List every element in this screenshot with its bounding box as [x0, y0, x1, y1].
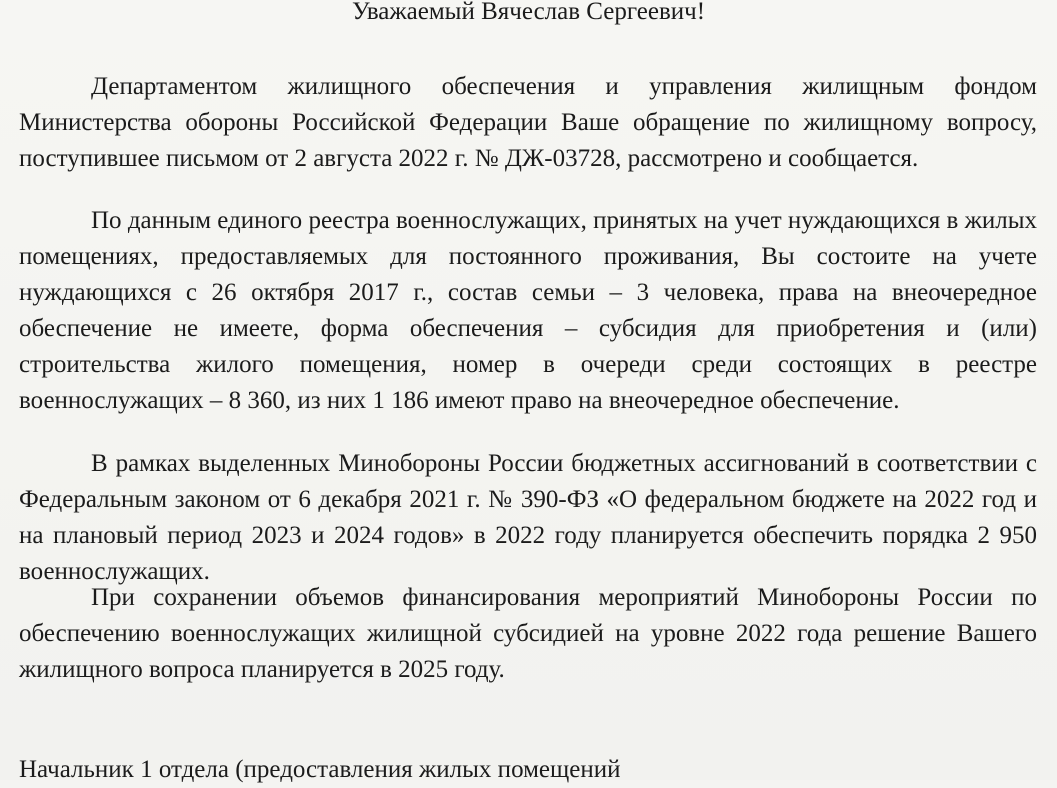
paragraph-expected-resolution: При сохранении объемов финансирования мероприятий Минобороны России по обеспечению военнослужащих жилищной субсидией на уровне 2022 года решение Вашего жилищного вопроса планируется в 2025 году.: [19, 584, 1037, 683]
paragraph-request-received: Департаментом жилищного обеспечения и управления жилищным фондом Министерства обороны Российской Федерации Ваше обращение по жилищному вопросу, поступившее письмом от 2 августа 2022 г. № ДЖ-03728, рассмотрено и сообщается.: [19, 73, 1037, 172]
signature-title: Начальник 1 отдела (предоставления жилых помещений: [19, 756, 621, 783]
paragraph-budget-allocation: В рамках выделенных Минобороны России бюджетных ассигнований в соответствии с Федеральным законом от 6 декабря 2021 г. № 390-ФЗ «О федеральном бюджете на 2022 год и на плановый период 2023 и 2024 годов» в 2022 году планируется обеспечить порядка 2 950 военнослужащих.: [19, 450, 1037, 585]
paragraph-housing-registry-status: По данным единого реестра военнослужащих, принятых на учет нуждающихся в жилых помещениях, предоставляемых для постоянного проживания, Вы состоите на учете нуждающихся с 26 октября 2017 г., состав семьи – 3 человека, права на внеочередное обеспечение не имеете, форма обеспечения – субсидия для приобретения и (или) строительства жилого помещения, номер в очереди среди состоящих в реестре военнослужащих – 8 360, из них 1 186 имеют право на внеочередное обеспечение.: [19, 207, 1037, 414]
salutation: Уважаемый Вячеслав Сергеевич!: [351, 0, 706, 25]
